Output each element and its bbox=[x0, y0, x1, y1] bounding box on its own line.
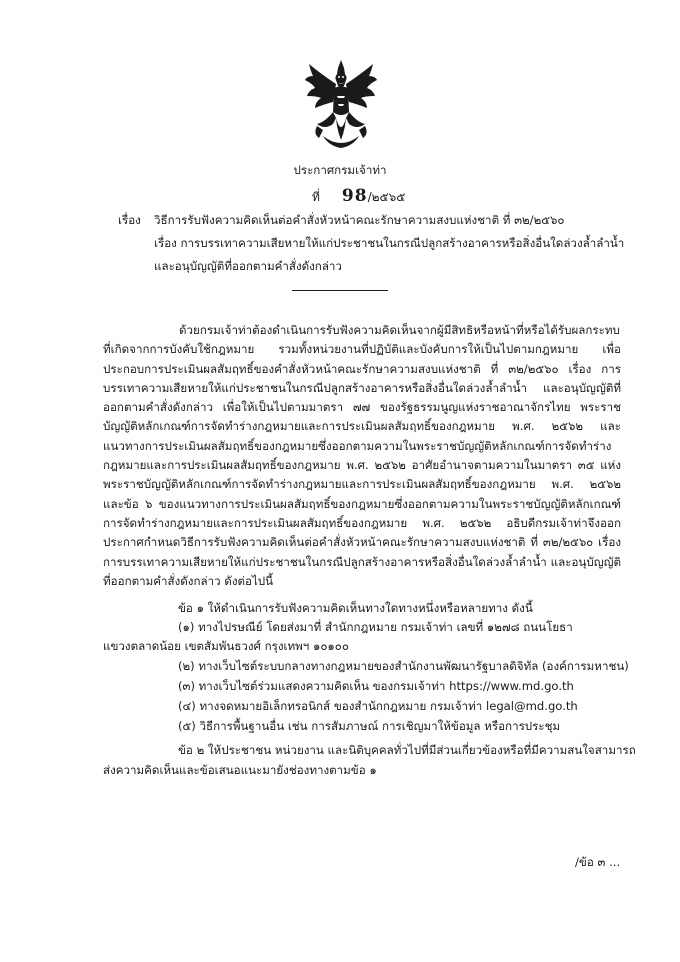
number-year: /๒๕๖๕ bbox=[367, 190, 406, 204]
garuda-emblem-icon bbox=[303, 58, 379, 154]
clause-2-cont: ส่งความคิดเห็นและข้อเสนอแนะมายังช่องทางตามข้อ ๑ bbox=[103, 763, 377, 777]
subject-line: วิธีการรับฟังความคิดเห็นต่อคำสั่งหัวหน้าคณะรักษาความสงบแห่งชาติ ที่ ๓๒/๒๕๖๐ bbox=[154, 213, 565, 227]
clause-1: ข้อ ๑ ให้ดำเนินการรับฟังความคิดเห็นทางใดทางหนึ่งหรือหลายทาง ดังนี้ bbox=[178, 601, 533, 615]
handwritten-number: 98 bbox=[341, 186, 368, 206]
number-label: ที่ bbox=[312, 190, 320, 204]
divider-line bbox=[292, 290, 388, 291]
preamble-paragraph: ด้วยกรมเจ้าท่าต้องดำเนินการรับฟังความคิดเห็นจากผู้มีสิทธิหรือหน้าที่หรือได้รับผลกระทบที่เกิดจากการบังคับใช้กฎหมาย รวมทั้งหน่วยงานที่ปฏิบัติและบังคับการให้เป็นไปตามกฎหมาย เพื่อประกอบการประเมินผลสัมฤทธิ์ของคำสั่งหัวหน้าคณะรักษาความสงบแห่งชาติ ที่ ๓๒/๒๕๖๐ เรื่อง การบรรเทาความเสียหายให้แก่ประชาชนในกรณีปลูกสร้างอาคารหรือสิ่งอื่นใดล่วงล้ำลำน้ำ และอนุบัญญัติที่ออกตามคำสั่งดังกล่าว เพื่อให้เป็นไปตามมาตรา ๗๗ ของรัฐธรรมนูญแห่งราชอาณาจักรไทย พระราชบัญญัติหลักเกณฑ์การจัดทำร่างกฎหมายและการประเมินผลสัมฤทธิ์ของกฎหมาย พ.ศ. ๒๕๖๒ และแนวทางการประเมินผลสัมฤทธิ์ของกฎหมายซึ่งออกตามความในพระราชบัญญัติหลักเกณฑ์การจัดทำร่างกฎหมายและการประเมินผลสัมฤทธิ์ของกฎหมาย พ.ศ. ๒๕๖๒ อาศัยอำนาจตามความในมาตรา ๓๕ แห่งพระราชบัญญัติหลักเกณฑ์การจัดทำร่างกฎหมายและการประเมินผลสัมฤทธิ์ของกฎหมาย พ.ศ. ๒๕๖๒ และข้อ ๖ ของแนวทางการประเมินผลสัมฤทธิ์ของกฎหมายซึ่งออกตามความในพระราชบัญญัติหลักเกณฑ์การจัดทำร่างกฎหมายและการประเมินผลสัมฤทธิ์ของกฎหมาย พ.ศ. ๒๕๖๒ อธิบดีกรมเจ้าท่าจึงออกประกาศกำหนดวิธีการรับฟังความคิดเห็นต่อคำสั่งหัวหน้าคณะรักษาความสงบแห่งชาติ ที่ ๓๒/๒๕๖๐ เรื่อง การบรรเทาความเสียหายให้แก่ประชาชนในกรณีปลูกสร้างอาคารหรือสิ่งอื่นใดล่วงล้ำลำน้ำ และอนุบัญญัติที่ออกตามคำสั่งดังกล่าว ดังต่อไปนี้ bbox=[103, 323, 621, 588]
subject-line: เรื่อง การบรรเทาความเสียหายให้แก่ประชาชนในกรณีปลูกสร้างอาคารหรือสิ่งอื่นใดล่วงล้ำลำน้ำ bbox=[154, 236, 625, 250]
clause-1-item-1: (๑) ทางไปรษณีย์ โดยส่งมาที่ สำนักกฎหมาย กรมเจ้าท่า เลขที่ ๑๒๗๘ ถนนโยธา bbox=[178, 620, 573, 634]
subject-line: และอนุบัญญัติที่ออกตามคำสั่งดังกล่าว bbox=[154, 259, 342, 273]
announcement-title: ประกาศกรมเจ้าท่า bbox=[293, 163, 387, 177]
subject-label: เรื่อง bbox=[118, 213, 141, 227]
clause-1-item-4: (๔) ทางจดหมายอิเล็กทรอนิกส์ ของสำนักกฎหมาย กรมเจ้าท่า legal@md.go.th bbox=[178, 699, 578, 713]
clause-1-item-1-cont: แขวงตลาดน้อย เขตสัมพันธวงศ์ กรุงเทพฯ ๑๐๑๐๐ bbox=[103, 639, 349, 653]
clause-2: ข้อ ๒ ให้ประชาชน หน่วยงาน และนิติบุคคลทั่วไปที่มีส่วนเกี่ยวข้องหรือที่มีความสนใจสามารถ bbox=[178, 743, 636, 757]
clause-1-item-5: (๕) วิธีการพื้นฐานอื่น เช่น การสัมภาษณ์ การเชิญมาให้ข้อมูล หรือการประชุม bbox=[178, 719, 561, 733]
document-number bbox=[312, 186, 405, 207]
clause-1-item-2: (๒) ทางเว็บไซต์ระบบกลางทางกฎหมายของสำนักงานพัฒนารัฐบาลดิจิทัล (องค์การมหาชน) bbox=[178, 659, 629, 673]
page-continuation: /ข้อ ๓ ... bbox=[575, 855, 621, 869]
clause-1-item-3: (๓) ทางเว็บไซต์ร่วมแสดงความคิดเห็น ของกรมเจ้าท่า https://www.md.go.th bbox=[178, 679, 574, 693]
